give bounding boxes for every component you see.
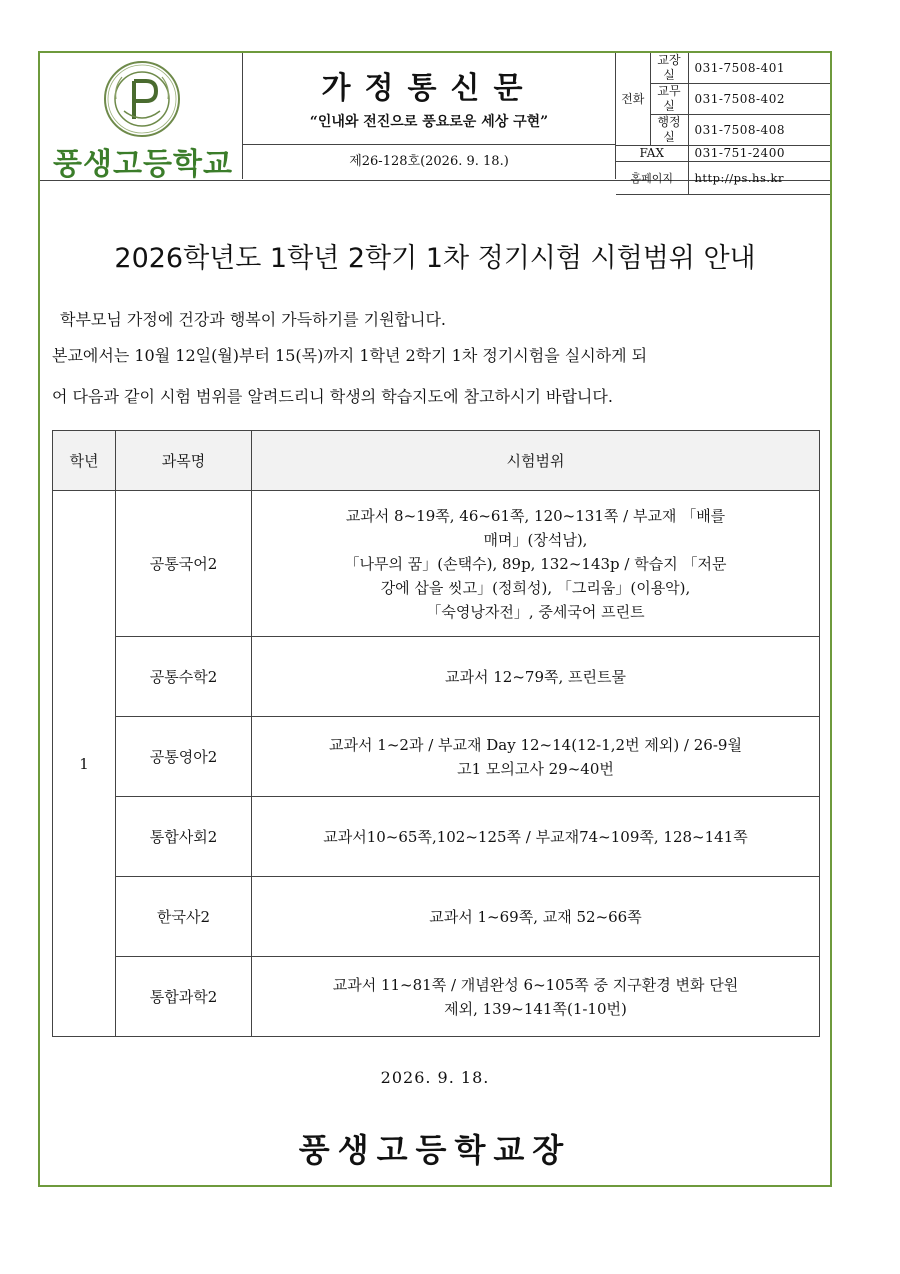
contact-number: 031-7508-402 (688, 84, 830, 115)
range-cell (252, 797, 820, 877)
fax-number: 031-751-2400 (688, 146, 830, 162)
title-cell (243, 53, 616, 145)
range-cell (252, 717, 820, 797)
document-frame (38, 51, 832, 1187)
range-line: 교과서 1~69쪽, 교재 52~66쪽 (429, 907, 642, 926)
table-row (53, 637, 820, 717)
homepage-label: 홈페이지 (616, 162, 688, 195)
range-cell (252, 877, 820, 957)
logo-cell (40, 53, 243, 182)
issue-date: 2026. 9. 18. (380, 1068, 490, 1087)
notice-title: 2026학년도 1학년 2학기 1차 정기시험 시험범위 안내 (114, 243, 756, 274)
school-seal-icon (100, 59, 184, 139)
fax-label: FAX (616, 146, 688, 162)
table-row (53, 877, 820, 957)
range-line: 제외, 139~141쪽(1-10번) (444, 999, 627, 1018)
header-range: 시험범위 (252, 431, 820, 491)
exam-range-table (52, 430, 820, 1037)
table-row (53, 491, 820, 637)
range-line: 교과서10~65쪽,102~125쪽 / 부교재74~109쪽, 128~141쪽 (323, 827, 748, 846)
range-line: 교과서 11~81쪽 / 개념완성 6~105쪽 중 지구환경 변화 단원 (332, 975, 739, 994)
subject-cell: 한국사2 (116, 877, 252, 957)
school-motto: “인내와 전진으로 풍요로운 세상 구현” (309, 114, 549, 130)
school-name-logo: 풍생고등학교 (53, 147, 233, 182)
grade-cell: 1 (53, 491, 116, 1037)
contact-dept: 행정실 (650, 115, 688, 146)
range-line: 매며」(장석남), (483, 530, 588, 549)
range-cell (252, 491, 820, 637)
contact-dept: 교무실 (650, 84, 688, 115)
letterhead (40, 53, 830, 185)
table-row (53, 717, 820, 797)
range-line: 「숙영낭자전」, 중세국어 프린트 (426, 602, 645, 621)
intro-text-line: 어 다음과 같이 시험 범위를 알려드리니 학생의 학습지도에 참고하시기 바랍니다. (52, 387, 613, 406)
header-subject: 과목명 (116, 431, 252, 491)
homepage-url[interactable]: http://ps.hs.kr (688, 162, 830, 195)
range-line: 교과서 12~79쪽, 프린트물 (445, 667, 626, 686)
table-header-row (53, 431, 820, 491)
subject-cell: 공통수학2 (116, 637, 252, 717)
contact-number: 031-7508-408 (688, 115, 830, 146)
intro-text-line: 본교에서는 10월 12일(월)부터 15(목)까지 1학년 2학기 1차 정기시험을 실시하게 되 (52, 346, 648, 365)
subject-cell: 공통영아2 (116, 717, 252, 797)
contact-dept: 교장실 (650, 53, 688, 84)
range-cell (252, 637, 820, 717)
table-row (53, 957, 820, 1037)
range-cell (252, 957, 820, 1037)
range-line: 고1 모의고사 29~40번 (457, 759, 614, 778)
principal-signature: 풍생고등학교장 (298, 1131, 572, 1169)
contact-table (616, 53, 830, 185)
issue-number: 제26-128호(2026. 9. 18.) (243, 145, 616, 179)
range-line: 교과서 1~2과 / 부교재 Day 12~14(12-1,2번 제외) / 26-9월 (329, 735, 742, 754)
range-line: 강에 삽을 씻고」(정희성), 「그리움」(이용악), (380, 578, 691, 597)
document-type-title: 가정통신문 (321, 71, 537, 106)
tel-label: 전화 (616, 53, 650, 146)
subject-cell: 통합사회2 (116, 797, 252, 877)
header-grade: 학년 (53, 431, 116, 491)
range-line: 교과서 8~19쪽, 46~61쪽, 120~131쪽 / 부교재 「배를 (345, 506, 726, 525)
contact-number: 031-7508-401 (688, 53, 830, 84)
subject-cell: 통합과학2 (116, 957, 252, 1037)
greeting-text: 학부모님 가정에 건강과 행복이 가득하기를 기원합니다. (60, 310, 447, 329)
table-row (53, 797, 820, 877)
subject-cell: 공통국어2 (116, 491, 252, 637)
range-line: 「나무의 꿈」(손택수), 89p, 132~143p / 학습지 「저문 (344, 554, 727, 573)
